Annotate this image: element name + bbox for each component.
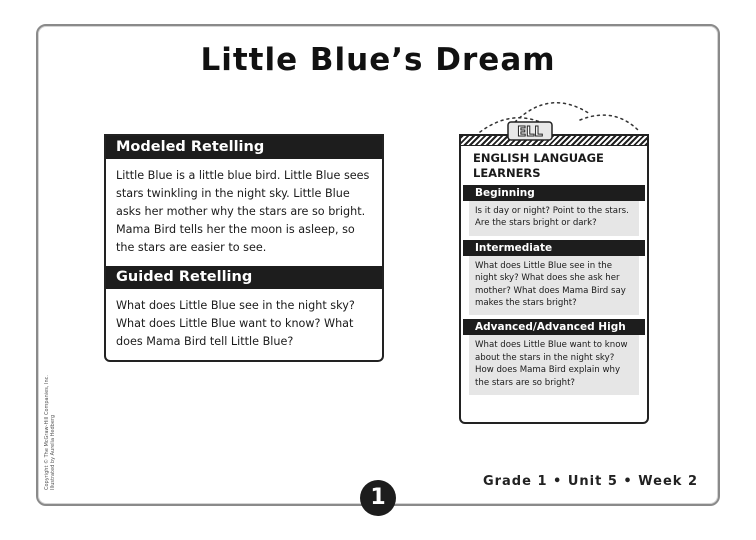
page-title: Little Blue’s Dream xyxy=(200,42,556,78)
retelling-panel xyxy=(104,134,384,362)
ell-section-advanced xyxy=(461,319,647,395)
modeled-retelling-text: Little Blue is a little blue bird. Little Blue sees stars twinkling in the night sky. Little Blue asks her mother why the stars are so bright. Mama Bird tells her the moon is asleep, so the stars are easier to see. xyxy=(116,169,370,254)
ell-badge-icon xyxy=(505,120,555,142)
copyright-line: Copyright © The McGraw-Hill Companies, Inc. xyxy=(44,374,50,490)
ell-section-beginning xyxy=(461,185,647,236)
ell-text-intermediate: What does Little Blue see in the night sky? What does she ask her mother? What does Mama Bird say makes the stars bright? xyxy=(469,256,639,316)
ell-heading-advanced: Advanced/Advanced High xyxy=(463,319,645,335)
guided-retelling-heading: Guided Retelling xyxy=(106,266,382,289)
copyright-notice xyxy=(44,370,56,490)
guided-retelling-text: What does Little Blue see in the night sky? What does Little Blue want to know? What does Mama Bird tell Little Blue? xyxy=(116,299,355,348)
ell-panel xyxy=(459,134,649,424)
modeled-retelling-heading: Modeled Retelling xyxy=(106,136,382,159)
ell-text-beginning: Is it day or night? Point to the stars. Are the stars bright or dark? xyxy=(469,201,639,236)
ell-heading-intermediate: Intermediate xyxy=(463,240,645,256)
ell-title: ENGLISH LANGUAGE LEARNERS xyxy=(473,151,604,180)
grade-unit-week: Grade 1 • Unit 5 • Week 2 xyxy=(482,474,698,489)
illustrator-credit: Illustrated by Aurelia Hedberg xyxy=(50,414,56,490)
page-number-badge: 1 xyxy=(360,480,396,516)
ell-text-advanced: What does Little Blue want to know about the stars in the night sky? How does Mama Bird explain why the stars are so bright? xyxy=(469,335,639,395)
ell-section-intermediate xyxy=(461,240,647,316)
dotted-arcs-decoration xyxy=(470,92,650,136)
ell-heading-beginning: Beginning xyxy=(463,185,645,201)
ell-badge-text: ELL xyxy=(517,125,543,140)
